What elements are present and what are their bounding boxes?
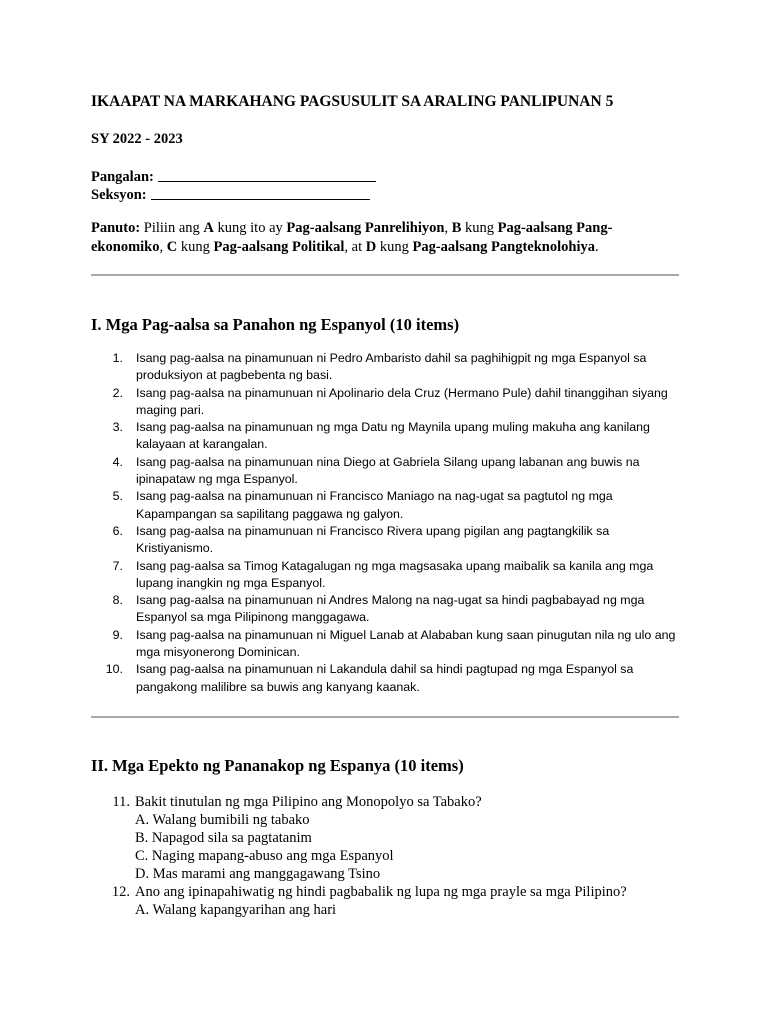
choice-d-letter: D [365,239,377,255]
instructions-text: , at [344,239,366,255]
answer-option: B. Napagod sila sa pagtatanim [135,830,312,846]
list-item [91,419,681,454]
item-number: 5. [112,489,123,504]
name-label: Pangalan: [91,169,154,185]
section-field [91,186,370,204]
item-number: 1. [112,351,123,365]
item-text: Isang pag-aalsa na pinamunuan ng mga Datu ng Maynila upang muling makuha ang kanilang kalayaan at karangalan. [136,420,650,452]
instructions-text: Piliin ang [140,220,204,236]
answer-options [135,811,681,883]
answer-options [135,901,681,919]
question-text: Ano ang ipinapahiwatig ng hindi pagbabalik ng lupa ng mga prayle sa mga Pilipino? [135,884,627,900]
item-number: 2. [112,385,123,400]
item-text: Isang pag-aalsa na pinamunuan ni Francisco Rivera upang pigilan ang pagtangkilik sa Kristiyanismo. [136,523,610,556]
choice-a-letter: A [203,220,214,236]
item-number: 3. [112,420,123,435]
list-item [91,350,681,385]
item-number: 4. [112,454,123,469]
instructions-label: Panuto: [91,220,141,236]
item-text: Isang pag-aalsa na pinamunuan ni Andres Malong na nag-ugat sa hindi pagbabayad ng mga Espanyol sa mga Pilipinong manggagawa. [136,593,645,625]
item-number: 10. [105,662,123,677]
instructions-text: kung [376,239,413,255]
choice-b-letter: B [451,220,462,236]
section-2-list [91,793,681,919]
choice-b-meaning: Pag-aalsang Pang-ekonomiko [91,220,613,255]
instructions-text: kung [177,239,214,255]
answer-option: D. Mas marami ang manggagawang Tsino [135,866,381,882]
instructions-text: , [159,239,167,255]
section-blank-line[interactable] [151,186,370,200]
question-item [91,793,681,883]
item-number: 8. [112,593,123,608]
list-item [91,454,681,489]
item-number: 7. [112,558,123,573]
question-number: 12. [111,884,130,900]
item-text: Isang pag-aalsa na pinamunuan ni Apolinario dela Cruz (Hermano Pule) dahil tinanggihan siyang maging pari. [136,385,668,417]
item-number: 6. [112,523,123,538]
question-number: 11. [112,794,130,810]
choice-c-letter: C [166,239,178,255]
list-item [91,558,681,593]
item-text: Isang pag-aalsa na pinamunuan nina Diego at Gabriela Silang upang labanan ang buwis na ipinapataw ng mga Espanyol. [136,454,640,487]
choice-c-meaning: Pag-aalsang Politikal [213,239,345,255]
divider [91,274,679,276]
item-text: Isang pag-aalsa na pinamunuan ni Pedro Ambaristo dahil sa paghihigpit ng mga Espanyol sa produksiyon at pagbebenta ng basi. [136,351,647,383]
section-2-title: II. Mga Epekto ng Pananakop ng Espanya (10 items) [91,756,464,775]
list-item [91,523,681,558]
list-item [91,627,681,662]
instructions-text: . [594,239,599,255]
name-blank-line[interactable] [158,168,376,182]
instructions [91,219,681,257]
item-text: Isang pag-aalsa na pinamunuan ni Francisco Maniago na nag-ugat sa pagtutol ng mga Kapampangan sa sapilitang paggawa ng galyon. [136,489,613,521]
choice-d-meaning: Pag-aalsang Pangteknolohiya [412,239,595,255]
list-item [91,661,681,696]
divider [91,716,679,718]
question-text: Bakit tinutulan ng mga Pilipino ang Monopolyo sa Tabako? [135,794,482,810]
question-item [91,883,681,919]
list-item [91,488,681,523]
answer-option: C. Naging mapang-abuso ang mga Espanyol [135,848,394,864]
instructions-text: kung [461,220,498,236]
name-field [91,168,376,186]
school-year: SY 2022 - 2023 [91,131,183,147]
choice-a-meaning: Pag-aalsang Panrelihiyon [286,220,445,236]
answer-option: A. Walang kapangyarihan ang hari [135,902,337,918]
item-number: 9. [112,627,123,642]
list-item [91,592,681,627]
list-item [91,385,681,420]
section-1-list [91,350,681,696]
instructions-text: , [444,220,452,236]
item-text: Isang pag-aalsa na pinamunuan ni Miguel Lanab at Alababan kung saan pinugutan nila ng ulo ang mga misyonerong Dominican. [136,627,676,660]
instructions-text: kung ito ay [213,220,287,236]
item-text: Isang pag-aalsa sa Timog Katagalugan ng mga magsasaka upang maibalik sa kanila ang mga lupang inangkin ng mga Espanyol. [136,558,654,590]
answer-option: A. Walang bumibili ng tabako [135,812,310,828]
item-text: Isang pag-aalsa na pinamunuan ni Lakandula dahil sa hindi pagtupad ng mga Espanyol sa pangakong malilibre sa buwis ang kanyang kaanak. [136,662,634,694]
exam-title: IKAAPAT NA MARKAHANG PAGSUSULIT SA ARALING PANLIPUNAN 5 [91,93,614,110]
section-1-title: I. Mga Pag-aalsa sa Panahon ng Espanyol (10 items) [91,315,460,334]
section-label: Seksyon: [91,187,147,203]
